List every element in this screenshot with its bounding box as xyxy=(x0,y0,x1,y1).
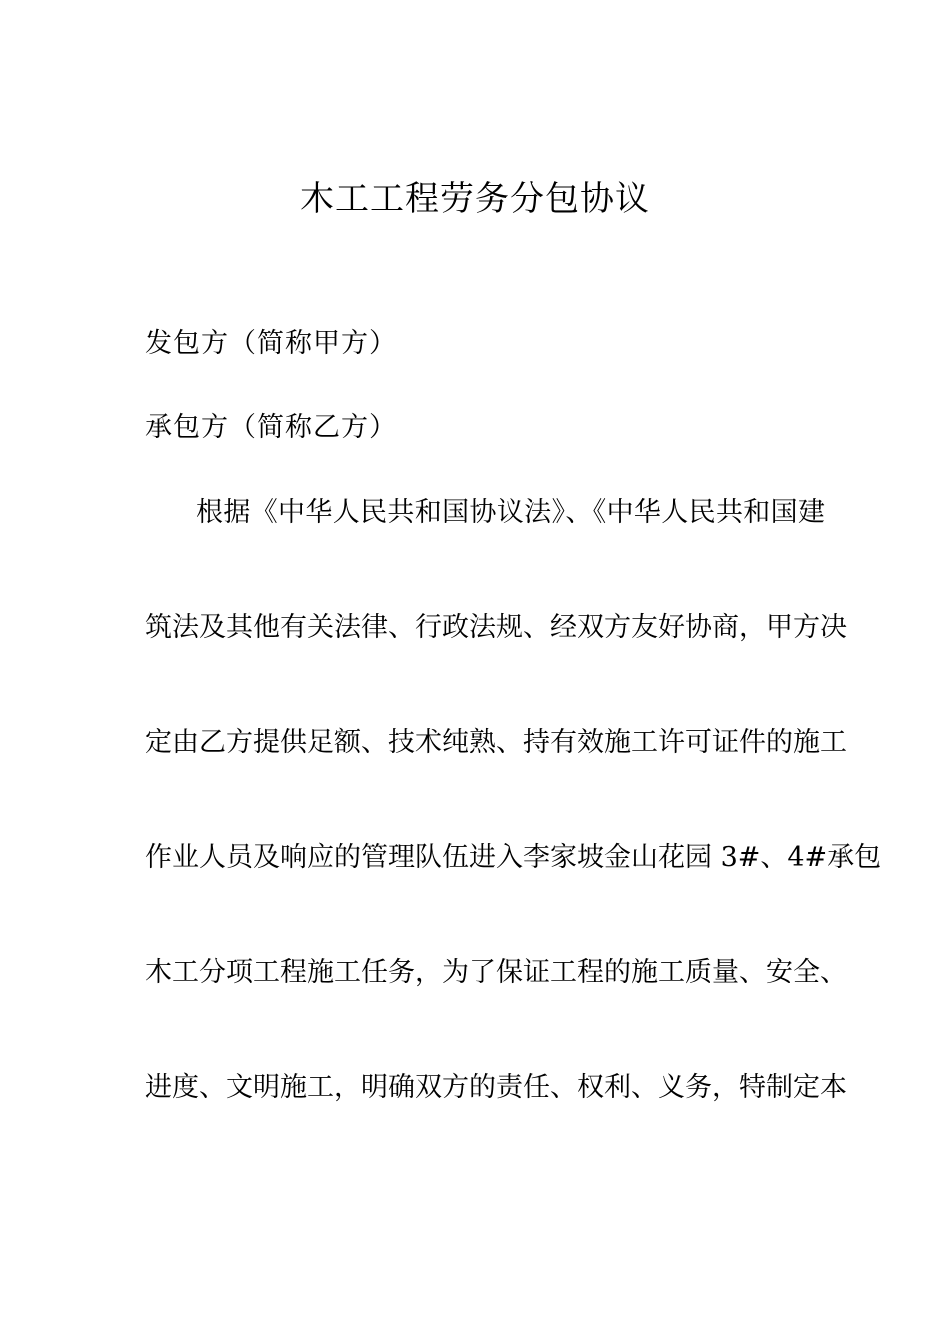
body-line-6: 进度、文明施工，明确双方的责任、权利、义务，特制定本 xyxy=(145,1072,847,1103)
body-line-5: 木工分项工程施工任务，为了保证工程的施工质量、安全、 xyxy=(145,957,847,988)
body-line-2: 筑法及其他有关法律、行政法规、经双方友好协商，甲方决 xyxy=(145,612,847,643)
party-b-line: 承包方（简称乙方） xyxy=(145,412,397,443)
body-line-1: 根据《中华人民共和国协议法》、《中华人民共和国建 xyxy=(196,497,825,528)
body-line-3: 定由乙方提供足额、技术纯熟、持有效施工许可证件的施工 xyxy=(145,727,847,758)
body-line-4: 作业人员及响应的管理队伍进入李家坡金山花园 3#、4#承包 xyxy=(145,842,882,873)
party-a-line: 发包方（简称甲方） xyxy=(145,328,397,359)
document-title: 木工工程劳务分包协议 xyxy=(300,179,650,219)
